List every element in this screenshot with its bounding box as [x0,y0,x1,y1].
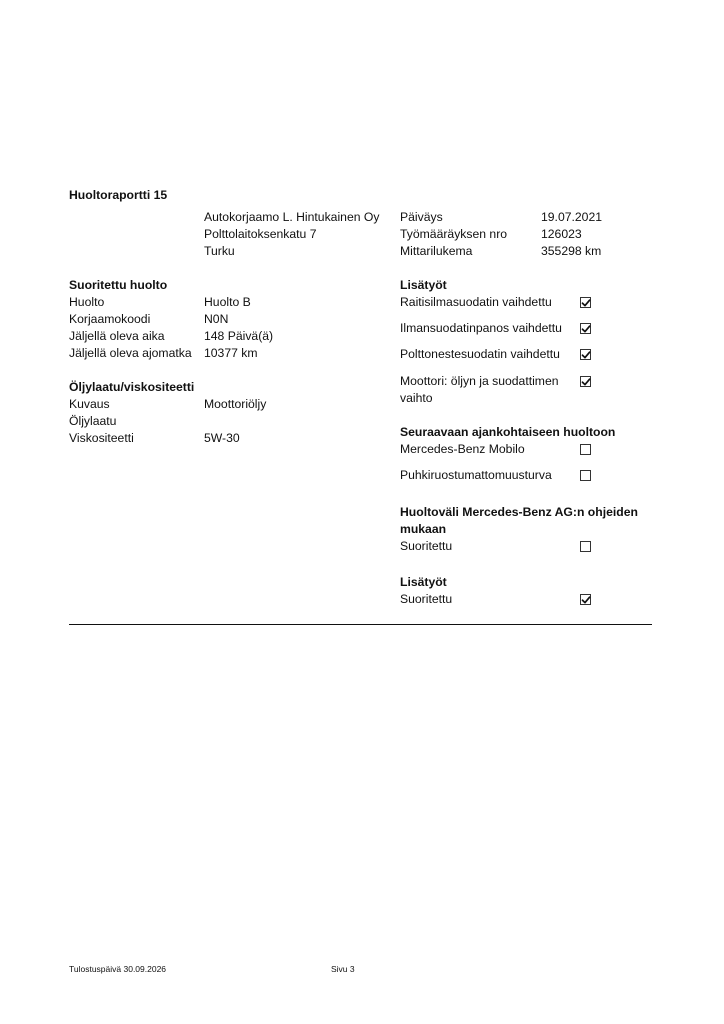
service-label: Huolto [69,295,105,309]
checkmark-icon [581,324,591,334]
extras-item-label-cont: vaihto [400,391,433,405]
service-label: Korjaamokoodi [69,312,151,326]
oil-label: Öljylaatu [69,414,117,428]
interval-heading: Huoltoväli Mercedes-Benz AG:n ohjeiden [400,505,638,519]
oil-label: Kuvaus [69,397,110,411]
service-label: Jäljellä oleva aika [69,329,165,343]
extras-item-label: Polttonestesuodatin vaihdettu [400,347,560,361]
service-value: 10377 km [204,346,258,360]
service-value: Huolto B [204,295,251,309]
checkbox-unchecked[interactable] [580,541,591,552]
checkbox-checked[interactable] [580,594,591,605]
meta-label-odometer: Mittarilukema [400,244,473,258]
checkbox-checked[interactable] [580,376,591,387]
extras2-item-label: Suoritettu [400,592,453,606]
footer-page-number: Sivu 3 [331,964,355,974]
section-divider [69,624,652,625]
extras-item-label: Ilmansuodatinpanos vaihdettu [400,321,562,335]
interval-heading-cont: mukaan [400,522,447,536]
oil-heading: Öljylaatu/viskositeetti [69,380,195,394]
next-service-item-label: Mercedes-Benz Mobilo [400,442,525,456]
next-service-heading: Seuraavaan ajankohtaiseen huoltoon [400,425,616,439]
extras-item-label: Raitisilmasuodatin vaihdettu [400,295,552,309]
oil-value: Moottoriöljy [204,397,267,411]
checkbox-checked[interactable] [580,297,591,308]
checkbox-checked[interactable] [580,323,591,334]
meta-label-order: Työmääräyksen nro [400,227,508,241]
service-value: 148 Päivä(ä) [204,329,274,343]
meta-value-odometer: 355298 km [541,244,602,258]
checkbox-unchecked[interactable] [580,470,591,481]
interval-item-label: Suoritettu [400,539,453,553]
next-service-item-label: Puhkiruostumattomuusturva [400,468,552,482]
oil-label: Viskositeetti [69,431,134,445]
service-heading: Suoritettu huolto [69,278,168,292]
oil-value: 5W-30 [204,431,240,445]
extras2-heading: Lisätyöt [400,575,447,589]
workshop-street: Polttolaitoksenkatu 7 [204,227,317,241]
checkmark-icon [581,298,591,308]
checkbox-unchecked[interactable] [580,444,591,455]
meta-value-date: 19.07.2021 [541,210,602,224]
workshop-city: Turku [204,244,235,258]
extras-item-label: Moottori: öljyn ja suodattimen [400,374,559,388]
checkmark-icon [581,350,591,360]
meta-label-date: Päiväys [400,210,443,224]
workshop-name: Autokorjaamo L. Hintukainen Oy [204,210,380,224]
meta-value-order: 126023 [541,227,582,241]
checkmark-icon [581,595,591,605]
report-title: Huoltoraportti 15 [69,188,168,202]
service-value: N0N [204,312,229,326]
footer-print-date: Tulostuspäivä 30.09.2026 [69,964,167,974]
service-label: Jäljellä oleva ajomatka [69,346,192,360]
checkbox-checked[interactable] [580,349,591,360]
extras-heading: Lisätyöt [400,278,447,292]
checkmark-icon [581,377,591,387]
